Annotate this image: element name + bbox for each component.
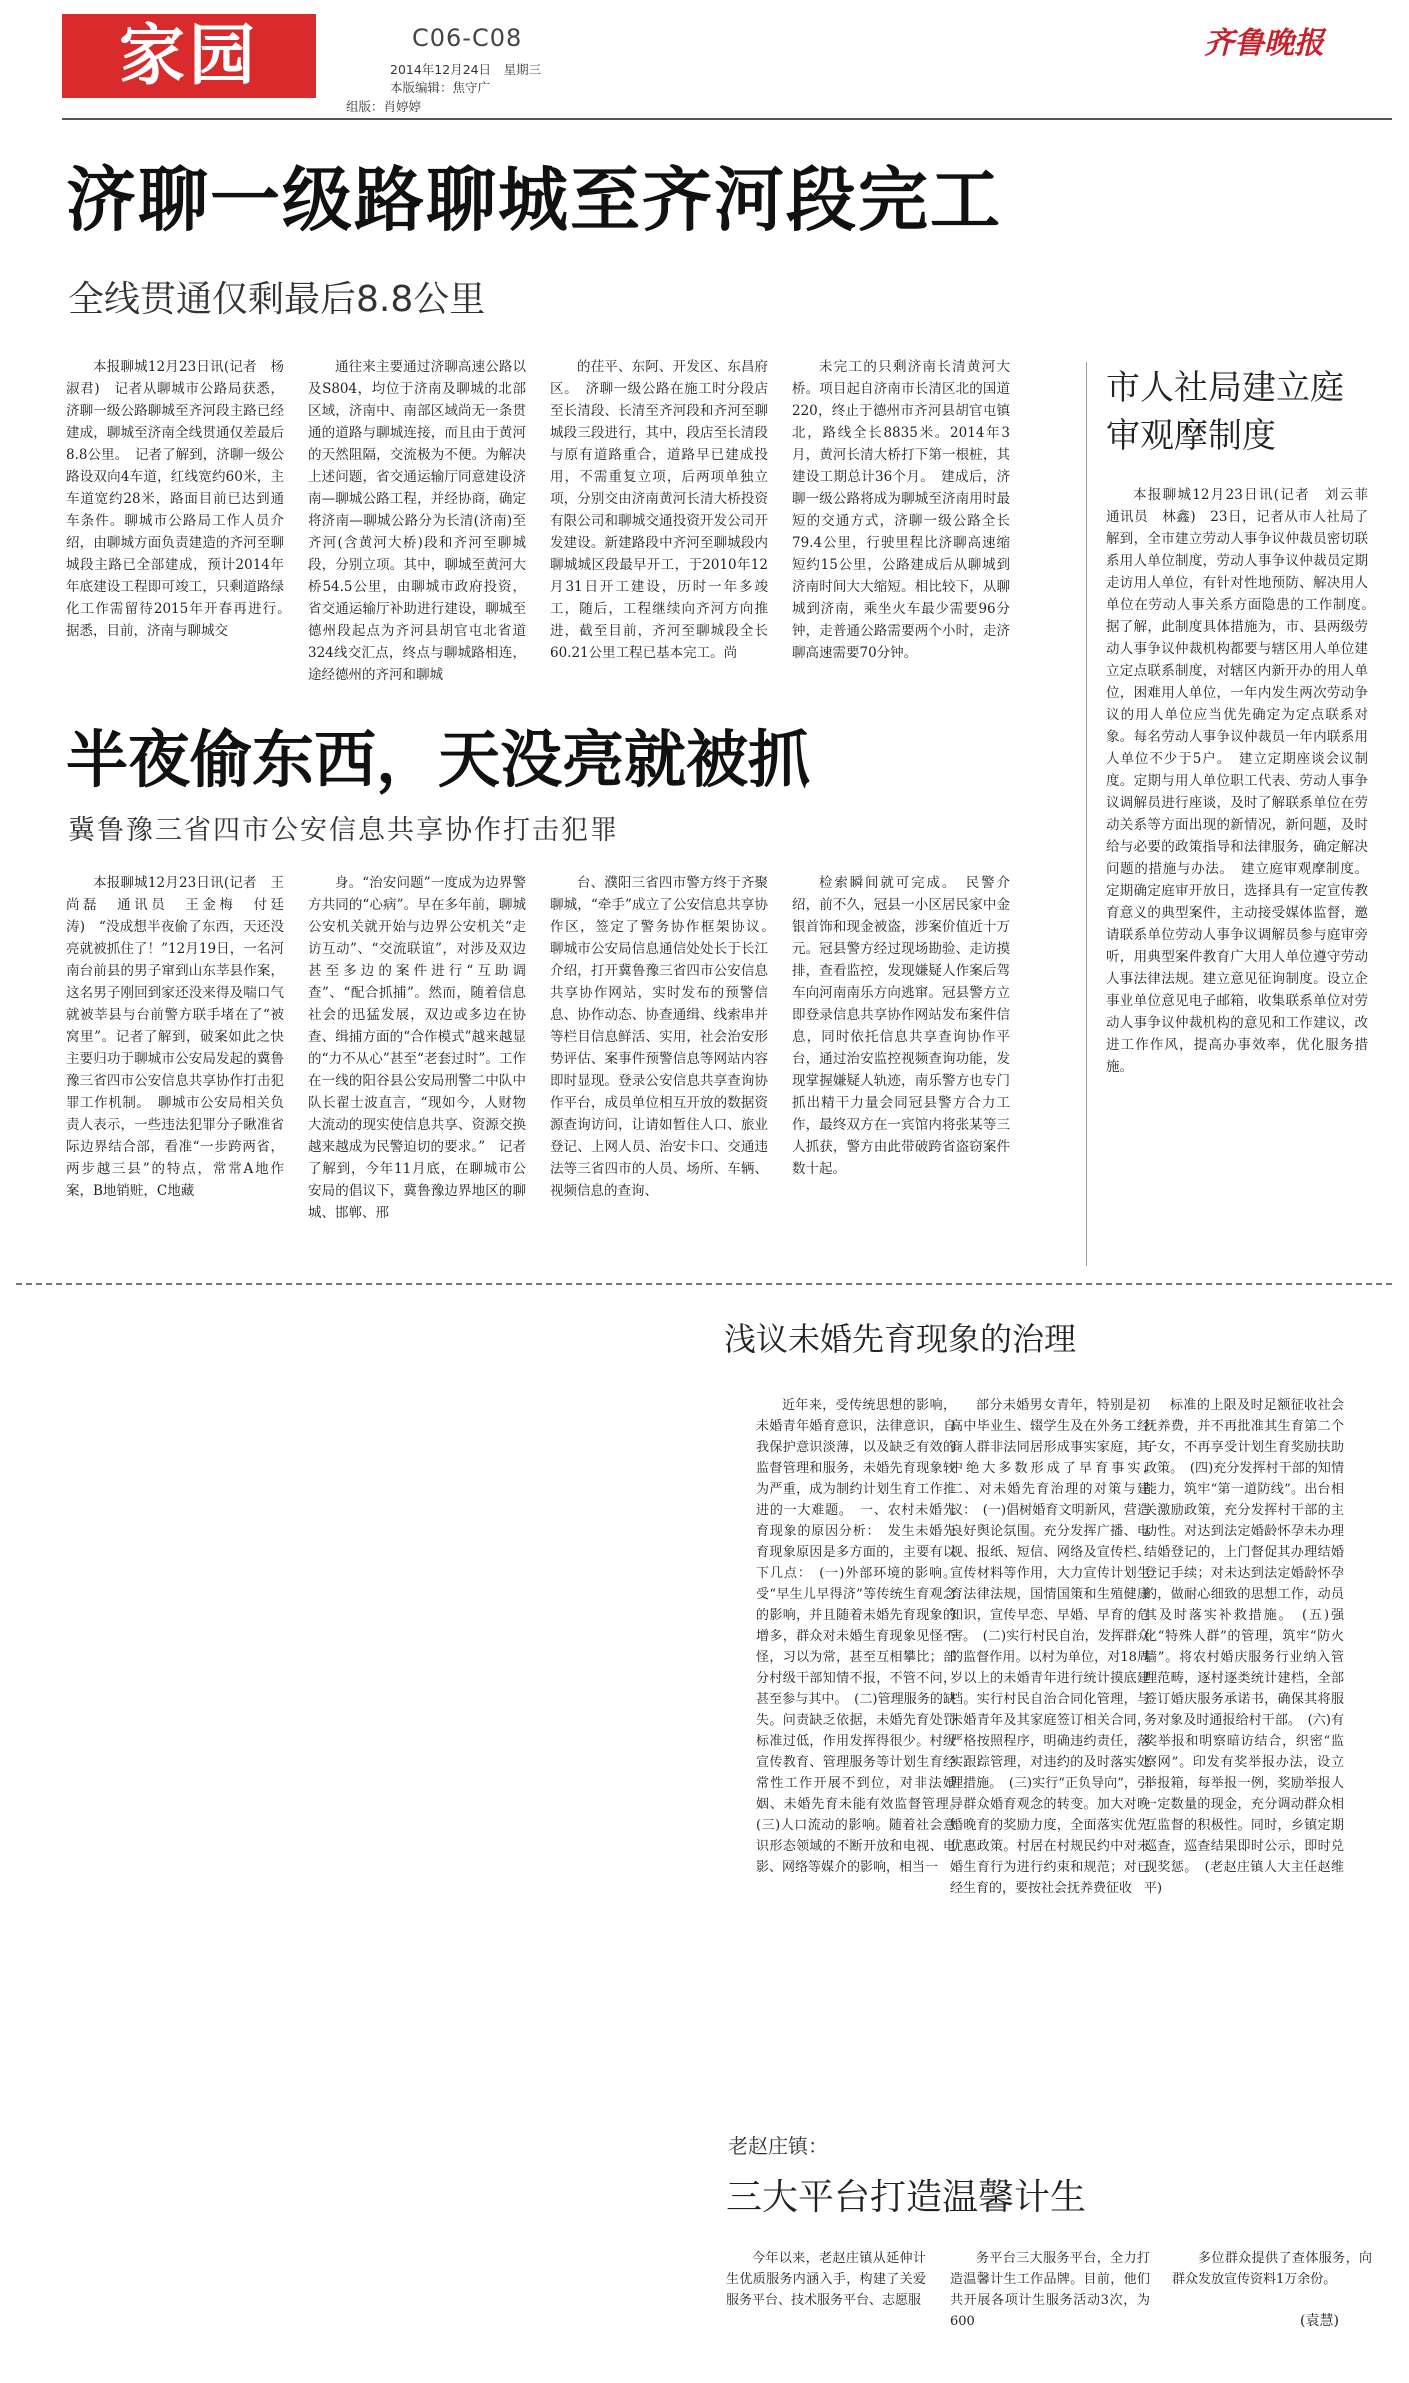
article5-byline: (袁慧) <box>1300 2313 1339 2329</box>
sidebar-divider <box>1086 362 1087 1266</box>
article2-subhead: 冀鲁豫三省四市公安信息共享协作打击犯罪 <box>68 815 619 846</box>
designer-credit: 组版：肖婷婷 <box>346 99 422 114</box>
article4-headline: 浅议未婚先育现象的治理 <box>724 1320 1077 1358</box>
article5-column-3: 多位群众提供了查体服务，向群众发放宣传资料1万余份。 <box>1172 2251 1372 2287</box>
article3-body: 本报聊城12月23日讯(记者 刘云菲 通讯员 林鑫) 23日，记者从市人社局了解到，全市建立劳动人事争议仲裁员密切联系用人单位制度，劳动人事争议仲裁员定期走访用人单位，有针对性地预防、解决用人单位在劳动人事关系方面隐患的工作制度。 据了解，此制度具体措施为，市、县两级劳动人事争议仲裁机构都要与辖区用人单位建立定点联系制度，对辖区内新开办的用人单位，困难用人单位，一年内发生两次劳动争议的用人单位应当优先确定为定点联系对象。每名劳动人事争议仲裁员一年内联系用人单位不少于5户。 建立定期座谈会议制度。定期与用人单位职工代表、劳动人事争议调解员进行座谈，及时了解联系单位在劳动关系等方面出现的新情况，新问题，及时给与必要的政策指导和法律服务，确定解决问题的措施与办法。 建立庭审观摩制度。定期确定庭审开放日，选择具有一定宣传教育意义的典型案件，主动接受媒体监督，邀请联系单位劳动人事争议调解员参与庭审旁听，用典型案件教育广大用人单位遵守劳动人事法律法规。建立意见征询制度。设立企事业单位意见电子邮箱，收集联系单位对劳动人事争议仲裁机构的意见和工作建议，改进工作作风，提高办事效率，优化服务措施。 <box>1106 487 1368 1075</box>
article2-column-2: 身。“治安问题”一度成为边界警方共同的“心病”。早在多年前，聊城公安机关就开始与边界公安机关“走访互动”、“交流联谊”，对涉及双边甚至多边的案件进行“互助调查”、“配合抓捕”。然而，随着信息社会的迅猛发展，双边或多边在协查、缉捕方面的“合作模式”越来越显的“力不从心”甚至“老套过时”。工作在一线的阳谷县公安局刑警二中队中队长翟士波直言，“现如今，人财物大流动的现实使信息共享、资源交换越来越成为民警迫切的要求。” 记者了解到，今年11月底，在聊城市公安局的倡议下，冀鲁豫边界地区的聊城、邯郸、邢 <box>308 875 526 1221</box>
article1-subhead: 全线贯通仅剩最后8.8公里 <box>68 279 486 320</box>
article4-column-1: 近年来，受传统思想的影响，未婚青年婚育意识，法律意识，自我保护意识淡薄，以及缺乏有效的监督管理和服务，未婚先育现象较为严重，成为制约计划生育工作推进的一大难题。 一、农村未婚先育现象的原因分析： 发生未婚先育现象原因是多方面的，主要有以下几点： (一)外部环境的影响。受“早生儿早得济”等传统生育观念的影响，并且随着未婚先育现象的增多，群众对未婚生育现象见怪不怪，习以为常，甚至互相攀比；部分村级干部知情不报，不管不问，甚至参与其中。 (二)管理服务的缺失。问责缺乏依据，未婚先育处罚标准过低，作用发挥得很少。村级宣传教育、管理服务等计划生育经常性工作开展不到位，对非法婚姻、未婚先育未能有效监督管理。 (三)人口流动的影响。随着社会意识形态领域的不断开放和电视、电影、网络等媒介的影响，相当一 <box>756 1398 956 1875</box>
article4-column-3: 标准的上限及时足额征收社会抚养费，并不再批准其生育第二个子女，不再享受计划生育奖励扶助政策。 (四)充分发挥村干部的知情能力，筑牢“第一道防线”。出台相关激励政策，充分发挥村干部的主动性。对达到法定婚龄怀孕未办理结婚登记的，上门督促其办理结婚登记手续；对未达到法定婚龄怀孕的，做耐心细致的思想工作，动员其及时落实补救措施。 (五)强化“特殊人群”的管理，筑牢“防火墙”。将农村婚庆服务行业纳入管理范畴，逐村逐类统计建档，全部签订婚庆服务承诺书，确保其将服务对象及时通报给村干部。 (六)有奖举报和明察暗访结合，织密“监察网”。印发有奖举报办法，设立举报箱，每举报一例，奖励举报人一定数量的现金，充分调动群众相互监督的积极性。同时，乡镇定期巡查，巡查结果即时公示，即时兑现奖惩。 (老赵庄镇人大主任赵维平) <box>1144 1398 1344 1896</box>
masthead-rule <box>62 118 1392 120</box>
article1-column-1: 本报聊城12月23日讯(记者 杨淑君) 记者从聊城市公路局获悉，济聊一级公路聊城至齐河段主路已经建成，聊城至济南全线贯通仅差最后8.8公里。 记者了解到，济聊一级公路设双向4车道，红线宽约60米，主车道宽约28米，路面目前已达到通车条件。聊城市公路局工作人员介绍，由聊城方面负责建造的齐河至聊城段主路已全部建成，预计2014年年底建设工程即可竣工，只剩道路绿化工作需留待2015年开春再进行。 据悉，目前，济南与聊城交 <box>66 359 284 639</box>
page-range: C06-C08 <box>412 24 523 52</box>
article1-column-4: 未完工的只剩济南长清黄河大桥。项目起自济南市长清区北的国道220，终止于德州市齐河县胡官屯镇北，路线全长8835米。2014年3月，黄河长清大桥打下第一根桩，其建设工期总计36个月。 建成后，济聊一级公路将成为聊城至济南用时最短的交通方式，济聊一级公路全长79.4公里，行驶里程比济聊高速缩短约15公里，公路建成后从聊城到济南时间大大缩短。相比较下，从聊城到济南，乘坐火车最少需要96分钟，走普通公路需要两个小时，走济聊高速需要70分钟。 <box>792 359 1010 661</box>
article2-column-4: 检索瞬间就可完成。 民警介绍，前不久，冠县一小区居民家中金银首饰和现金被盗，涉案价值近十万元。冠县警方经过现场勘验、走访摸排，查看监控，发现嫌疑人作案后驾车向河南南乐方向逃窜。冠县警方立即登录信息共享协作网站发布案件信息，同时依托信息共享查询协作平台，通过治安监控视频查询功能，发现掌握嫌疑人轨迹，南乐警方也专门抓出精干力量会同冠县警方合力工作，最终双方在一宾馆内将张某等三人抓获，警方由此带破跨省盗窃案件数十起。 <box>792 875 1010 1177</box>
article2-column-1: 本报聊城12月23日讯(记者 王尚磊 通讯员 王金梅 付廷涛) “没成想半夜偷了东西，天还没亮就被抓住了！”12月19日，一名河南台前县的男子窜到山东莘县作案，这名男子刚回到家还没来得及喘口气就被莘县与台前警方联手堵在了“被窝里”。记者了解到，破案如此之快主要归功于聊城市公安局发起的冀鲁豫三省四市公安信息共享协作打击犯罪工作机制。 聊城市公安局相关负责人表示，一些违法犯罪分子瞅准省际边界结合部，看准“一步跨两省，两步越三县”的特点，常常A地作案，B地销赃，C地藏 <box>66 875 284 1199</box>
article2-column-3: 台、濮阳三省四市警方终于齐聚聊城，“牵手”成立了公安信息共享协作区，签定了警务协作框架协议。 聊城市公安局信息通信处处长于长江介绍，打开冀鲁豫三省四市公安信息共享协作网站，实时发布的预警信息、协作动态、协查通缉、线索串并等栏目信息鲜活、实用，社会治安形势评估、案事件预警信息等网站内容即时显现。登录公安信息共享查询协作平台，成员单位相互开放的数据资源查询访问，让请如暂住人口、旅业登记、上网人员、治安卡口、交通违法等三省四市的人员、场所、车辆、视频信息的查询、 <box>550 875 768 1199</box>
article1-column-3: 的茌平、东阿、开发区、东昌府区。 济聊一级公路在施工时分段店至长清段、长清至齐河段和齐河至聊城段三段进行，其中，段店至长清段与原有道路重合，道路早已建成投用，不需重复立项，后两项单独立项，分别交由济南黄河长清大桥投资有限公司和聊城交通投资开发公司开发建设。新建路段中齐河至聊城段内聊城城区段最早开工，于2010年12月31日开工建设，历时一年多竣工，随后，工程继续向齐河方向推进，截至目前，齐河至聊城段全长60.21公里工程已基本完工。尚 <box>550 359 768 661</box>
article1-column-2: 通往来主要通过济聊高速公路以及S804，均位于济南及聊城的北部区域，济南中、南部区域尚无一条贯通的道路与聊城连接，而且由于黄河的天然阻隔，交流极为不便。为解决上述问题，省交通运输厅同意建设济南—聊城公路工程，并经协商，确定将济南—聊城公路分为长清(济南)至齐河(含黄河大桥)段和齐河至聊城段，分别立项。其中，聊城至黄河大桥54.5公里，由聊城市政府投资，省交通运输厅补助进行建设，聊城至德州段起点为齐河县胡官屯北省道324线交汇点，终点与聊城路相连，途经德州的齐河和聊城 <box>308 359 526 683</box>
article2-headline: 半夜偷东西，天没亮就被抓 <box>66 723 811 796</box>
newspaper-name: 齐鲁晚报 <box>1204 26 1324 61</box>
section-logo: 家园 <box>62 14 316 98</box>
article1-headline: 济聊一级路聊城至齐河段完工 <box>66 159 1002 241</box>
article5-kicker: 老赵庄镇： <box>728 2134 828 2158</box>
article5-column-1: 今年以来，老赵庄镇从延伸计生优质服务内涵入手，构建了关爱服务平台、技术服务平台、志愿服 <box>726 2251 926 2308</box>
article4-column-2: 部分未婚男女青年，特别是初高中毕业生、辍学生及在外务工经商人群非法同居形成事实家庭，其中绝大多数形成了早育事实。 二、对未婚先育治理的对策与建议： (一)倡树婚育文明新风，营造良好舆论氛围。充分发挥广播、电视、报纸、短信、网络及宣传栏、宣传材料等作用，大力宣传计划生育法律法规，国情国策和生殖健康知识，宣传早恋、早婚、早育的危害。 (二)实行村民自治，发挥群众的监督作用。以村为单位，对18周岁以上的未婚青年进行统计摸底建档。实行村民自治合同化管理，与未婚青年及其家庭签订相关合同，严格按照程序，明确违约责任，落实跟踪管理，对违约的及时落实处理措施。 (三)实行“正负导向”，引导群众婚育观念的转变。加大对晚婚晚育的奖励力度，全面落实优先优惠政策。村居在村规民约中对未婚生育行为进行约束和规范；对已经生育的，要按社会抚养费征收 <box>950 1398 1150 1896</box>
editor-credit: 本版编辑：焦守广 <box>390 80 491 95</box>
article5-headline: 三大平台打造温馨计生 <box>726 2177 1087 2218</box>
section-divider <box>16 1283 1392 1285</box>
issue-date: 2014年12月24日 星期三 <box>390 62 542 77</box>
article5-column-2: 务平台三大服务平台，全力打造温馨计生工作品牌。目前，他们共开展各项计生服务活动3次，为600 <box>950 2251 1150 2329</box>
article3-headline: 市人社局建立庭审观摩制度 <box>1106 368 1344 456</box>
